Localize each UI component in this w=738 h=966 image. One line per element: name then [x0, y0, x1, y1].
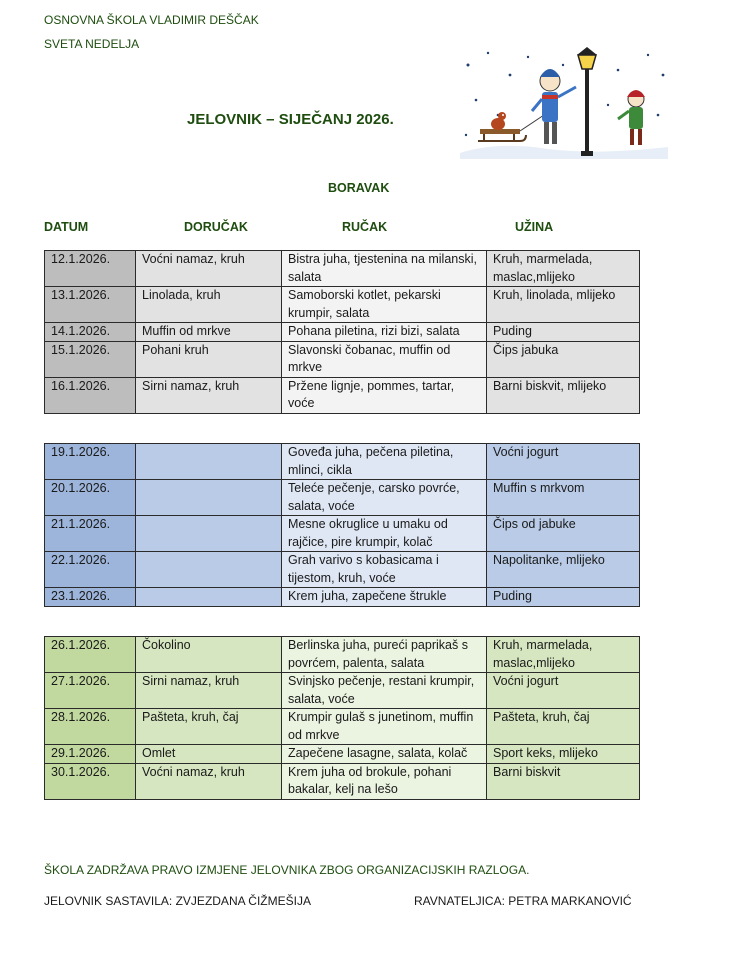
table-row [45, 251, 640, 287]
breakfast-cell: Pašteta, kruh, čaj [136, 709, 282, 745]
page-title: JELOVNIK – SIJEČANJ 2026. [187, 111, 394, 128]
snack-cell: Voćni jogurt [487, 444, 640, 480]
table-row [45, 341, 640, 377]
snack-cell: Kruh, marmelada, maslac,mlijeko [487, 637, 640, 673]
breakfast-cell [136, 480, 282, 516]
breakfast-cell: Čokolino [136, 637, 282, 673]
breakfast-cell: Voćni namaz, kruh [136, 763, 282, 799]
snack-cell: Puding [487, 588, 640, 607]
date-cell: 15.1.2026. [45, 341, 136, 377]
date-cell: 12.1.2026. [45, 251, 136, 287]
breakfast-cell: Omlet [136, 745, 282, 764]
lunch-cell: Pohana piletina, rizi bizi, salata [282, 323, 487, 342]
lunch-cell: Svinjsko pečenje, restani krumpir, salata, voće [282, 673, 487, 709]
lunch-cell: Bistra juha, tjestenina na milanski, salata [282, 251, 487, 287]
snack-cell: Barni biskvit, mlijeko [487, 377, 640, 413]
table-row [45, 516, 640, 552]
date-cell: 27.1.2026. [45, 673, 136, 709]
snack-cell: Muffin s mrkvom [487, 480, 640, 516]
breakfast-cell: Voćni namaz, kruh [136, 251, 282, 287]
snack-cell: Kruh, linolada, mlijeko [487, 287, 640, 323]
date-cell: 16.1.2026. [45, 377, 136, 413]
table-row [45, 323, 640, 342]
lunch-cell: Mesne okruglice u umaku od rajčice, pire krumpir, kolač [282, 516, 487, 552]
snack-cell: Kruh, marmelada, maslac,mlijeko [487, 251, 640, 287]
school-town: SVETA NEDELJA [44, 37, 140, 51]
footer-author: JELOVNIK SASTAVILA: ZVJEZDANA ČIŽMEŠIJA [44, 894, 311, 908]
school-name: OSNOVNA ŠKOLA VLADIMIR DEŠČAK [44, 13, 259, 27]
table-row [45, 637, 640, 673]
breakfast-cell: Sirni namaz, kruh [136, 673, 282, 709]
column-header-snack: UŽINA [515, 220, 554, 234]
date-cell: 26.1.2026. [45, 637, 136, 673]
breakfast-cell: Sirni namaz, kruh [136, 377, 282, 413]
date-cell: 23.1.2026. [45, 588, 136, 607]
footer-note: ŠKOLA ZADRŽAVA PRAVO IZMJENE JELOVNIKA ZBOG ORGANIZACIJSKIH RAZLOGA. [44, 863, 530, 877]
menu-table-week-1 [44, 250, 640, 414]
lunch-cell: Krumpir gulaš s junetinom, muffin od mrkve [282, 709, 487, 745]
snack-cell: Barni biskvit [487, 763, 640, 799]
footer-principal: RAVNATELJICA: PETRA MARKANOVIĆ [414, 894, 632, 908]
breakfast-cell [136, 444, 282, 480]
menu-table-week-2 [44, 443, 640, 607]
lunch-cell: Berlinska juha, pureći paprikaš s povrćem, palenta, salata [282, 637, 487, 673]
breakfast-cell: Pohani kruh [136, 341, 282, 377]
lunch-cell: Krem juha, zapečene štrukle [282, 588, 487, 607]
lunch-cell: Teleće pečenje, carsko povrće, salata, voće [282, 480, 487, 516]
lunch-cell: Krem juha od brokule, pohani bakalar, kelj na lešo [282, 763, 487, 799]
snack-cell: Sport keks, mlijeko [487, 745, 640, 764]
table-row [45, 588, 640, 607]
breakfast-cell: Linolada, kruh [136, 287, 282, 323]
breakfast-cell: Muffin od mrkve [136, 323, 282, 342]
breakfast-cell [136, 516, 282, 552]
table-row [45, 763, 640, 799]
breakfast-cell [136, 588, 282, 607]
table-row [45, 673, 640, 709]
column-header-breakfast: DORUČAK [184, 220, 248, 234]
snack-cell: Čips od jabuke [487, 516, 640, 552]
lunch-cell: Slavonski čobanac, muffin od mrkve [282, 341, 487, 377]
date-cell: 21.1.2026. [45, 516, 136, 552]
lunch-cell: Zapečene lasagne, salata, kolač [282, 745, 487, 764]
table-row [45, 444, 640, 480]
snack-cell: Pašteta, kruh, čaj [487, 709, 640, 745]
table-row [45, 480, 640, 516]
table-row [45, 552, 640, 588]
date-cell: 30.1.2026. [45, 763, 136, 799]
breakfast-cell [136, 552, 282, 588]
lunch-cell: Samoborski kotlet, pekarski krumpir, salata [282, 287, 487, 323]
column-header-lunch: RUČAK [342, 220, 388, 234]
table-row [45, 377, 640, 413]
snack-cell: Voćni jogurt [487, 673, 640, 709]
date-cell: 29.1.2026. [45, 745, 136, 764]
snack-cell: Puding [487, 323, 640, 342]
date-cell: 19.1.2026. [45, 444, 136, 480]
winter-illustration [458, 45, 670, 163]
lunch-cell: Pržene lignje, pommes, tartar, voće [282, 377, 487, 413]
table-row [45, 745, 640, 764]
section-subtitle: BORAVAK [328, 181, 390, 195]
date-cell: 13.1.2026. [45, 287, 136, 323]
table-row [45, 709, 640, 745]
column-header-date: DATUM [44, 220, 89, 234]
lunch-cell: Grah varivo s kobasicama i tijestom, kruh, voće [282, 552, 487, 588]
date-cell: 28.1.2026. [45, 709, 136, 745]
date-cell: 22.1.2026. [45, 552, 136, 588]
lunch-cell: Goveđa juha, pečena piletina, mlinci, cikla [282, 444, 487, 480]
snack-cell: Čips jabuka [487, 341, 640, 377]
date-cell: 14.1.2026. [45, 323, 136, 342]
snack-cell: Napolitanke, mlijeko [487, 552, 640, 588]
date-cell: 20.1.2026. [45, 480, 136, 516]
table-row [45, 287, 640, 323]
menu-table-week-3 [44, 636, 640, 800]
